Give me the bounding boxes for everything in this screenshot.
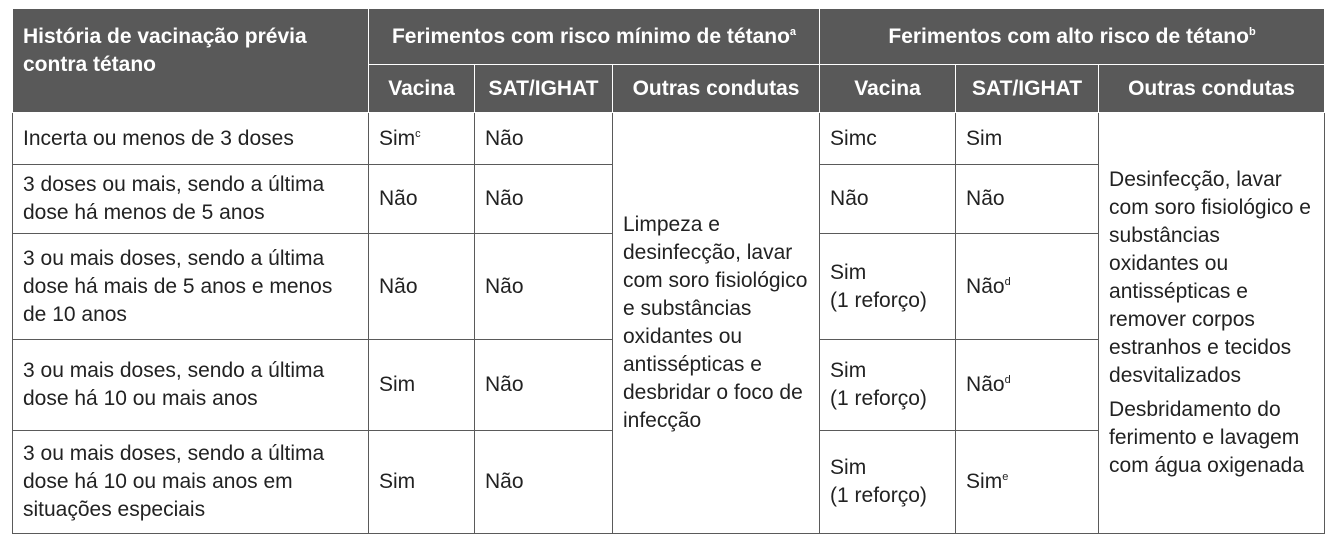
min-vacina-cell: Não bbox=[369, 234, 475, 340]
high-vacina-cell: Simc bbox=[820, 113, 956, 165]
header-min-outras: Outras condutas bbox=[613, 65, 820, 113]
high-sat-cell: Não$^d$ bbox=[956, 234, 1099, 340]
history-cell: 3 ou mais doses, sendo a última dose há 10 ou mais anos bbox=[13, 340, 369, 431]
min-sat-cell: Não bbox=[475, 113, 613, 165]
high-sat-cell: Não$^d$ bbox=[956, 340, 1099, 431]
history-cell: 3 ou mais doses, sendo a última dose há mais de 5 anos e menos de 10 anos bbox=[13, 234, 369, 340]
header-high-sat: SAT/IGHAT bbox=[956, 65, 1099, 113]
high-vacina-cell: Não bbox=[820, 165, 956, 234]
high-outras-text-1: Desinfecção, lavar com soro fisiológico e substâncias oxidantes ou antissépticas e remover corpos estranhos e tecidos desvitalizados bbox=[1109, 168, 1311, 387]
header-min-vacina: Vacina bbox=[369, 65, 475, 113]
high-outras-text-2: Desbridamento do ferimento e lavagem com água oxigenada bbox=[1109, 398, 1305, 477]
min-vacina-cell: Não bbox=[369, 165, 475, 234]
header-high-outras: Outras condutas bbox=[1099, 65, 1325, 113]
header-minimal-risk-group: Ferimentos com risco mínimo de tétano$^a$ bbox=[369, 9, 820, 65]
header-high-risk-group: Ferimentos com alto risco de tétano$^b$ bbox=[820, 9, 1325, 65]
high-sat-cell: Sim bbox=[956, 113, 1099, 165]
high-vacina-cell: Sim (1 reforço) bbox=[820, 431, 956, 534]
header-min-sat: SAT/IGHAT bbox=[475, 65, 613, 113]
history-cell: 3 doses ou mais, sendo a última dose há menos de 5 anos bbox=[13, 165, 369, 234]
min-sat-cell: Não bbox=[475, 234, 613, 340]
history-cell: 3 ou mais doses, sendo a última dose há 10 ou mais anos em situações especiais bbox=[13, 431, 369, 534]
min-vacina-cell: Sim bbox=[369, 340, 475, 431]
high-sat-cell: Sim$^e$ bbox=[956, 431, 1099, 534]
min-sat-cell: Não bbox=[475, 431, 613, 534]
min-outras-condutas: Limpeza e desinfecção, lavar com soro fisiológico e substâncias oxidantes ou antissépticas e desbridar o foco de infecção bbox=[613, 113, 820, 534]
high-vacina-cell: Sim (1 reforço) bbox=[820, 234, 956, 340]
table-row bbox=[13, 113, 1325, 165]
history-cell: Incerta ou menos de 3 doses bbox=[13, 113, 369, 165]
min-sat-cell: Não bbox=[475, 165, 613, 234]
min-vacina-cell: Sim bbox=[369, 431, 475, 534]
high-outras-condutas bbox=[1099, 113, 1325, 534]
min-vacina-cell: Sim$^c$ bbox=[369, 113, 475, 165]
min-sat-cell: Não bbox=[475, 340, 613, 431]
tetanus-prophylaxis-table bbox=[12, 8, 1325, 534]
header-vaccination-history: História de vacinação prévia contra tétano bbox=[13, 9, 369, 113]
high-vacina-cell: Sim (1 reforço) bbox=[820, 340, 956, 431]
header-high-vacina: Vacina bbox=[820, 65, 956, 113]
high-sat-cell: Não bbox=[956, 165, 1099, 234]
